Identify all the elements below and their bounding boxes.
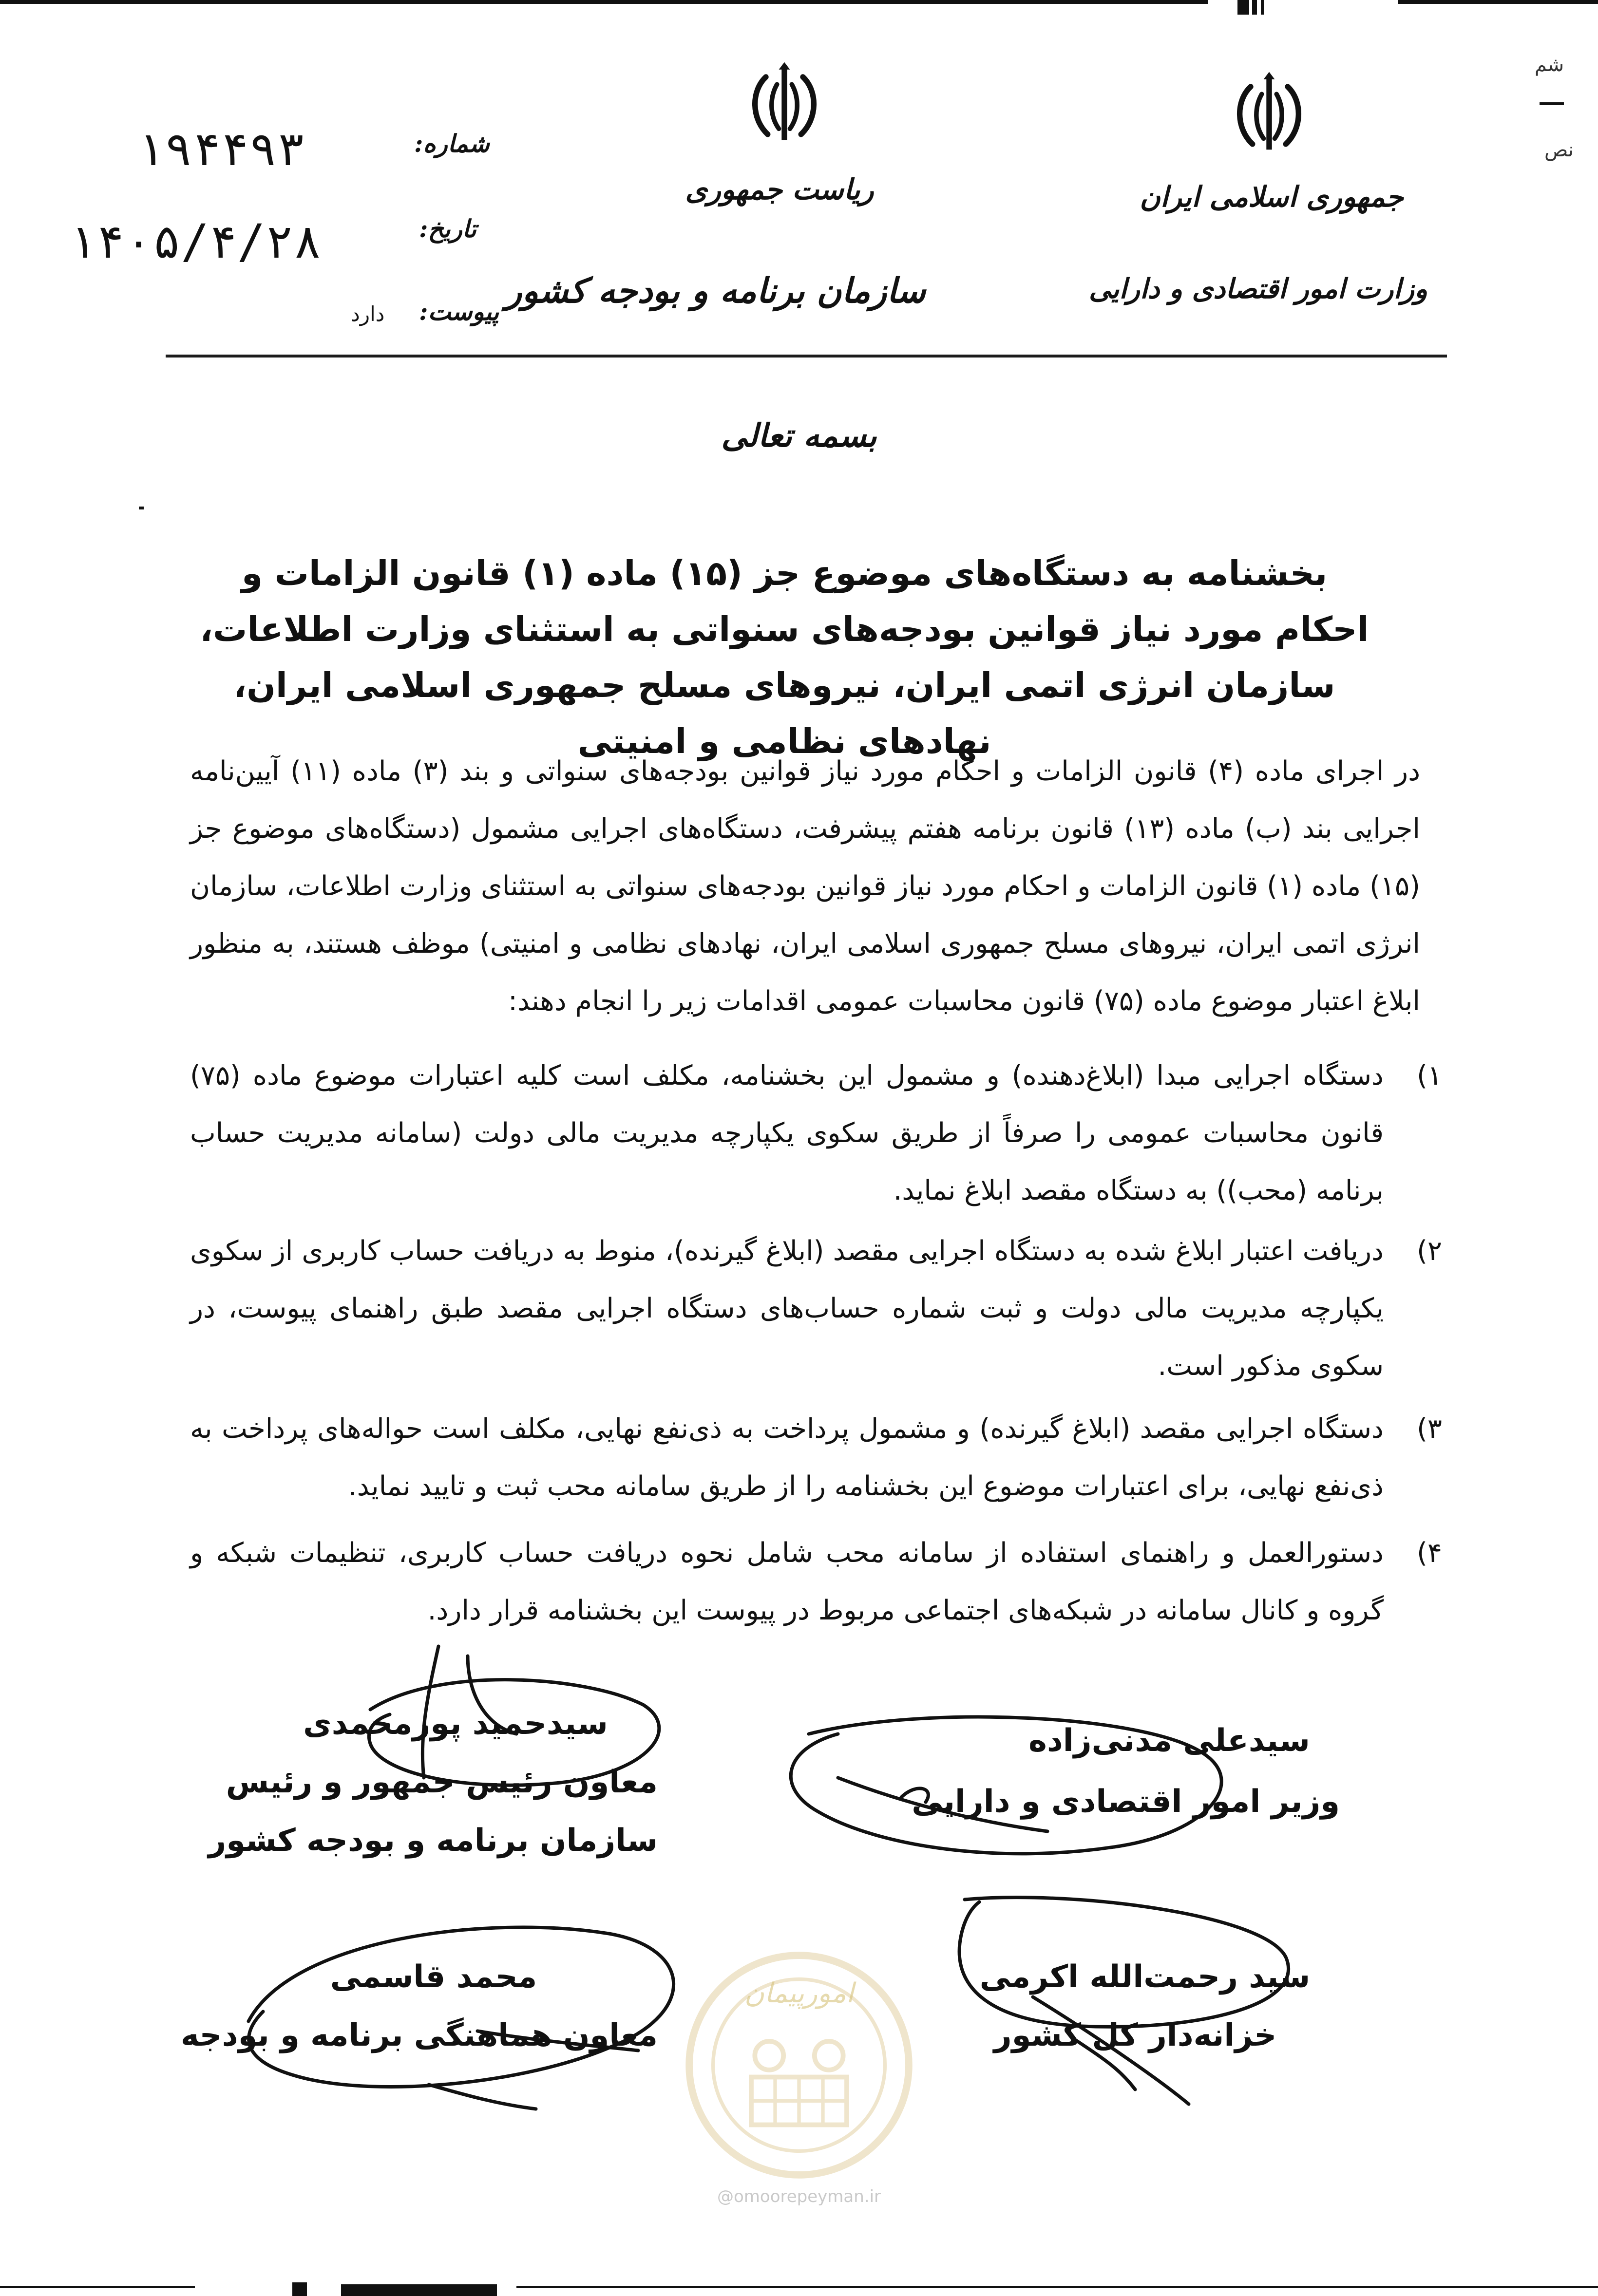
iran-emblem-icon [738, 58, 831, 151]
org-left-line1: جمهوری اسلامی ایران [1140, 180, 1404, 213]
attachment-label: پیوست: [419, 297, 499, 326]
number-label: شماره: [414, 129, 490, 158]
circular-title: بخشنامه به دستگاه‌های موضوع جز (۱۵) ماده (۱) قانون الزامات و احکام مورد نیاز قوانین بودجه‌های سنواتی به استثنای وزارت اطلاعات، سازمان انرژی اتمی ایران، نیروهای مسلح جمهوری اسلامی ایران، نهادهای نظامی و امنیتی [200, 553, 1369, 761]
watermark-brand: امورپیمان [744, 1977, 854, 2009]
scan-bottom-border [0, 2279, 1598, 2296]
margin-tick [1540, 102, 1564, 105]
signatory-pbo-title2: سازمان برنامه و بودجه کشور [208, 1823, 658, 1859]
list-item-text: دستورالعمل و راهنمای استفاده از سامانه محب شامل نحوه دریافت حساب کاربری، تنظیمات شبکه و گروه و کانال سامانه در شبکه‌های اجتماعی مربوط در پیوست این بخشنامه قرار دارد. [190, 1537, 1384, 1626]
signatory-deputy-title: معاون هماهنگی برنامه و بودجه [180, 2017, 658, 2053]
list-item [190, 1047, 1442, 1223]
scan-top-border [0, 0, 1598, 15]
header-divider [166, 355, 1447, 358]
list-item-number: ۴) [1417, 1537, 1442, 1569]
list-item-number: ۱) [1417, 1060, 1442, 1092]
watermark-handle: @omoorepeyman.ir [717, 2187, 881, 2206]
list-item-number: ۲) [1417, 1235, 1442, 1267]
org-center-line1: ریاست جمهوری [685, 173, 874, 206]
iran-emblem-icon [1223, 68, 1315, 161]
org-center-line2: سازمان برنامه و بودجه کشور [505, 270, 926, 311]
signatory-treasury-title: خزانه‌دار کل کشور [993, 2017, 1277, 2053]
bismillah: بسمه تعالی [721, 416, 877, 454]
signatory-treasury-name: سید رحمت‌الله اکرمی [979, 1959, 1311, 1995]
signatory-finance-name: سیدعلی مدنی‌زاده [1028, 1723, 1310, 1759]
attachment-value: دارد [351, 302, 385, 326]
list-item [190, 1524, 1442, 1641]
margin-note: شم [1535, 54, 1564, 76]
list-item-text: دستگاه اجرایی مقصد (ابلاغ گیرنده) و مشمول پرداخت به ذی‌نفع نهایی، مکلف است حواله‌های پرداخت به ذی‌نفع نهایی، برای اعتبارات موضوع این بخشنامه را از طریق سامانه محب ثبت و تایید نماید. [190, 1413, 1384, 1502]
number-value: ۱۹۴۴۹۳ [136, 122, 305, 176]
intro-paragraph: در اجرای ماده (۴) قانون الزامات و احکام مورد نیاز قوانین بودجه‌های سنواتی و بند (۳) ماده (۱۱) آیین‌نامه اجرایی بند (ب) ماده (۱۳) قانون برنامه هفتم پیشرفت، دستگاه‌های اجرایی مشمول (دستگاه‌های موضوع جز (۱۵) ماده (۱) قانون الزامات و احکام مورد نیاز قوانین بودجه‌های سنواتی به استثنای وزارت اطلاعات، سازمان انرژی اتمی ایران، نیروهای مسلح جمهوری اسلامی ایران، نهادهای نظامی و امنیتی) موظف هستند، به منظور ابلاغ اعتبار موضوع ماده (۷۵) قانون محاسبات عمومی اقدامات زیر را انجام دهند: [190, 755, 1421, 1017]
scan-dot [139, 507, 144, 509]
signatory-finance-title: وزیر امور اقتصادی و دارایی [912, 1784, 1340, 1820]
list-item [190, 1223, 1442, 1400]
list-item [190, 1400, 1442, 1524]
date-value: ۱۴۰۵/۴/۲۸ [68, 214, 322, 269]
signatory-deputy-name: محمد قاسمی [330, 1959, 537, 1995]
org-left-line2: وزارت امور اقتصادی و دارایی [1089, 273, 1427, 305]
margin-note: نص [1544, 139, 1574, 161]
list-item-text: دریافت اعتبار ابلاغ شده به دستگاه اجرایی مقصد (ابلاغ گیرنده)، منوط به دریافت حساب کاربری از سکوی یکپارچه مدیریت مالی دولت و ثبت شماره حساب‌های دستگاه اجرایی مقصد طبق راهنمای پیوست، در سکوی مذکور است. [190, 1235, 1384, 1382]
date-label: تاریخ: [419, 214, 476, 243]
list-item-text: دستگاه اجرایی مبدا (ابلاغ‌دهنده) و مشمول این بخشنامه، مکلف است کلیه اعتبارات موضوع ماده (۷۵) قانون محاسبات عمومی را صرفاً از طریق سکوی یکپارچه مدیریت مالی دولت (سامانه مدیریت حساب برنامه (محب)) به دستگاه مقصد ابلاغ نماید. [190, 1060, 1384, 1206]
signatory-pbo-title1: معاون رئیس جمهور و رئیس [226, 1764, 658, 1800]
signatory-pbo-name: سیدحمید پورمحمدی [303, 1706, 608, 1742]
list-item-number: ۳) [1417, 1413, 1442, 1445]
numbered-list [190, 1047, 1442, 1641]
